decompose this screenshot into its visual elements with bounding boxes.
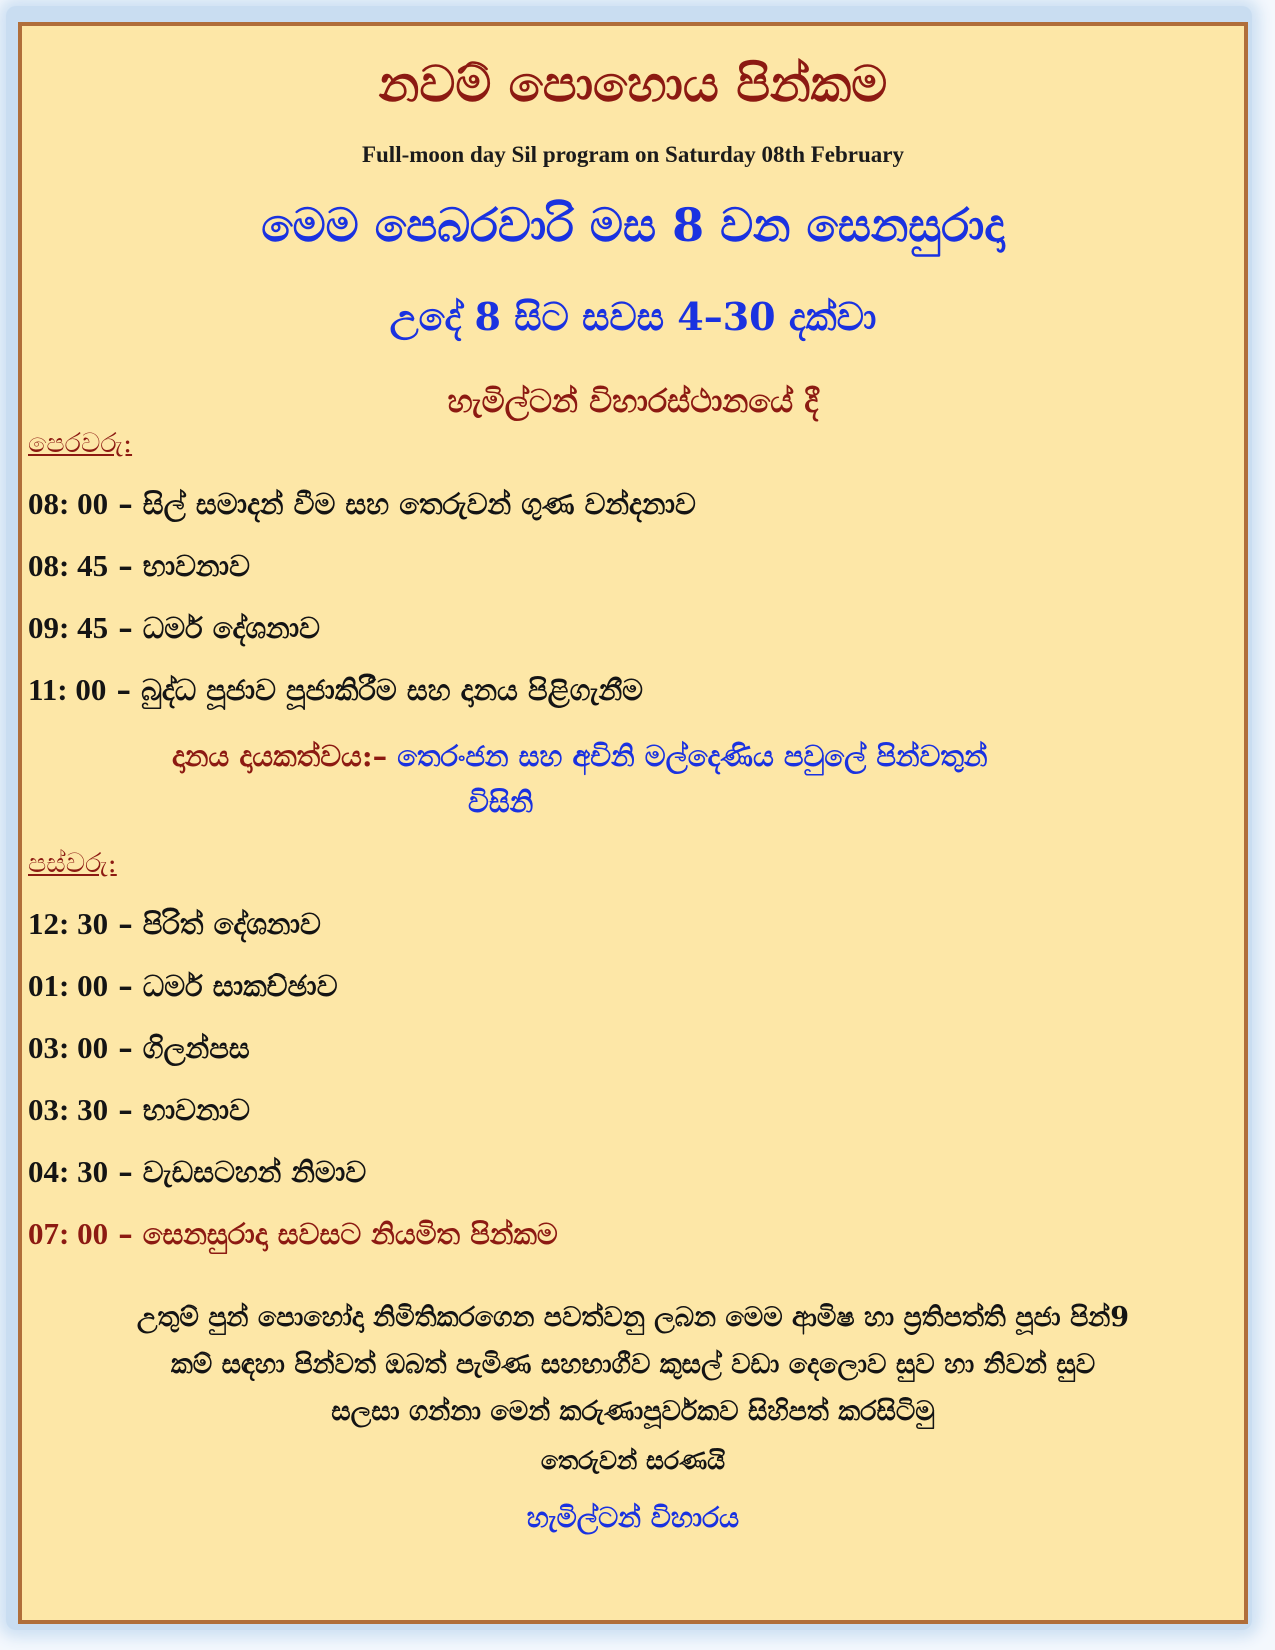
schedule-text: – ධර්ම දේශනාව <box>118 611 321 645</box>
english-subtitle: Full-moon day Sil program on Saturday 08th February <box>361 142 905 167</box>
schedule-time: 08: 00 <box>28 486 109 521</box>
time-range-line: උදේ 8 සිට සවස 4–30 දක්වා <box>389 294 877 339</box>
schedule-time: 04: 30 <box>28 1154 109 1189</box>
dana-sponsor <box>172 733 1182 825</box>
schedule-text: – වැඩසටහන් නිමාව <box>118 1155 367 1189</box>
afternoon-heading: පස්වරු: <box>28 848 117 879</box>
schedule-item <box>28 1030 250 1066</box>
dana-value: තෙරංජන සහ අචිනි මල්දෙණිය පවුලේ පින්වතුන් <box>397 739 988 773</box>
schedule-text: – ධර්ම සාකච්ඡාව <box>118 969 338 1003</box>
schedule-time: 09: 45 <box>28 610 109 645</box>
schedule-item <box>28 486 696 522</box>
schedule-time: 07: 00 <box>28 1216 109 1251</box>
schedule-text: – පිරිත් දේශනාව <box>118 907 321 941</box>
schedule-text: – සෙනසුරාදා සවසට නියමිත පින්කම <box>118 1217 558 1251</box>
date-line: මෙම පෙබරවාරි මස 8 වන සෙනසුරාදා <box>261 198 1005 252</box>
schedule-item-regular <box>28 1216 558 1252</box>
schedule-item <box>28 610 320 646</box>
schedule-text: – සිල් සමාදන් වීම සහ තෙරුවන් ගුණ වන්දනාව <box>118 487 696 521</box>
schedule-text: – භාවනාව <box>118 549 250 583</box>
schedule-text: – බුද්ධ පූජාව පූජාකිරීම සහ දානය පිළිගැනීම <box>116 673 643 707</box>
temple-name: හැමිල්ටන් විහාරය <box>526 1501 740 1534</box>
schedule-item <box>28 1154 366 1190</box>
morning-heading: පෙරවරු: <box>28 428 133 459</box>
schedule-item <box>28 906 321 942</box>
poster-title: නවම් පොහොය පින්කම <box>378 54 888 113</box>
schedule-item <box>28 548 250 584</box>
schedule-text: – භාවනාව <box>118 1093 250 1127</box>
closing-message <box>32 1294 1234 1435</box>
dana-value-continued: විසිනි <box>468 785 534 819</box>
dana-label: දානය දායකත්වය:– <box>172 739 388 773</box>
schedule-time: 01: 00 <box>28 968 109 1003</box>
refuge-blessing: තෙරුවන් සරණයි <box>540 1446 726 1475</box>
schedule-item <box>28 672 643 708</box>
closing-line: උතුම් පුන් පොහෝදා නිමිතිකරගෙන පවත්වනු ලබන මෙම ආමිෂ හා ප්‍රතිපත්ති පූජා පින්9 <box>136 1302 1130 1333</box>
schedule-text: – ගිලන්පස <box>118 1031 250 1065</box>
venue-line: හැමිල්ටන් විහාරස්ථානයේ දී <box>447 382 819 420</box>
schedule-time: 03: 30 <box>28 1092 109 1127</box>
schedule-time: 12: 30 <box>28 906 109 941</box>
schedule-item <box>28 968 338 1004</box>
schedule-time: 08: 45 <box>28 548 109 583</box>
closing-line: කම් සඳහා පින්වත් ඔබත් පැමිණ සහභාගීව කුසල් වඩා දෙලොව සුව හා නිවන් සුව <box>170 1349 1096 1380</box>
schedule-time: 11: 00 <box>28 672 107 707</box>
poster <box>18 22 1248 1624</box>
schedule-item <box>28 1092 250 1128</box>
schedule-time: 03: 00 <box>28 1030 109 1065</box>
closing-line: සලසා ගන්නා මෙන් කරුණාපූර්වකව සිහිපත් කරසිටිමු <box>331 1396 935 1427</box>
